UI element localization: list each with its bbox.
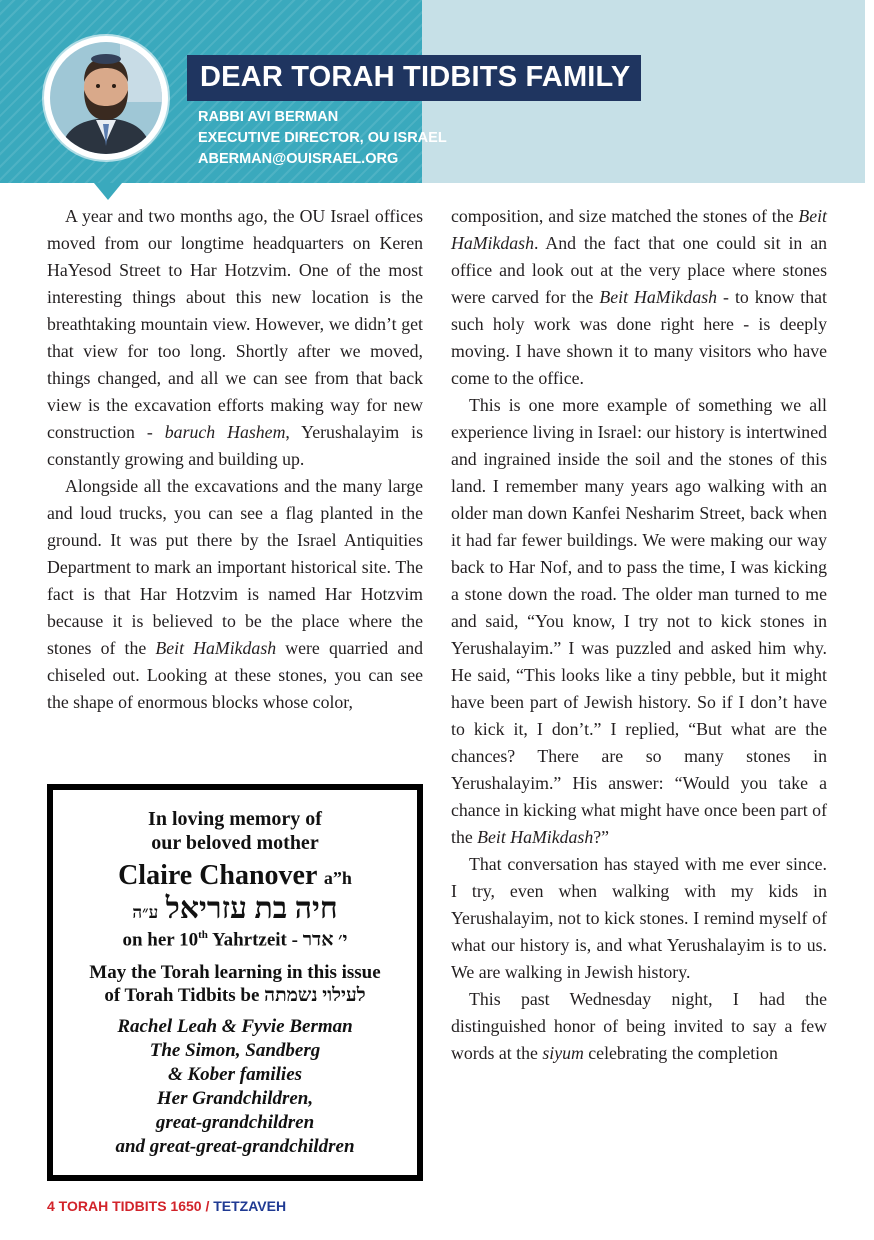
italic-run: Beit HaMikdash bbox=[451, 206, 827, 253]
memorial-yahrtzeit bbox=[53, 929, 417, 951]
author-name: RABBI AVI BERMAN bbox=[198, 109, 339, 125]
text-run: A year and two months ago, the OU Israel offices moved from our longtime headquarters on Keren HaYesod Street to Har Hotzvim. One of the most interesting things about this new location is the breathtaking mountain view. However, we didn’t get that view for too long. Shortly after we moved, things changed, and all we can see from that back view is the excavation efforts making way for new construction - bbox=[47, 206, 423, 442]
hebrew-name-text: חיה בת עזריאל bbox=[165, 892, 338, 925]
memorial-name bbox=[53, 860, 417, 892]
italic-run: siyum bbox=[542, 1043, 584, 1063]
text-run: ?” bbox=[593, 827, 610, 847]
memorial-hebrew-name bbox=[53, 892, 417, 926]
yahrtzeit-sup: th bbox=[198, 929, 208, 941]
text-run: celebrating the completion bbox=[583, 1043, 778, 1063]
page-footer bbox=[47, 1198, 286, 1214]
text-run: Alongside all the excavations and the many large and loud trucks, you can see a flag planted in the ground. It was put there by the Israel Antiquities Department to mark an important historical site. The fact is that Har Hotzvim is named Har Hotzvim because it is believed to be the place where the stones of the bbox=[47, 476, 423, 658]
learning-hebrew: לעילוי נשמתה bbox=[264, 985, 366, 1006]
memorial-dedicator: Rachel Leah & Fyvie Berman bbox=[117, 1016, 353, 1037]
article-paragraph bbox=[47, 203, 423, 473]
memorial-dedicator: & Kober families bbox=[167, 1064, 303, 1085]
text-run: . And the fact that one could sit in an office and look out at the very place where stones were carved for the bbox=[451, 233, 827, 307]
article-column-left bbox=[47, 203, 423, 716]
text-run: were quarried and chiseled out. Looking at these stones, you can see the shape of enormous blocks whose color, bbox=[47, 638, 423, 712]
memorial-learning: May the Torah learning in this issue bbox=[89, 962, 381, 983]
memorial-line: our beloved mother bbox=[151, 832, 319, 854]
text-run: , Yerushalayim is constantly growing and building up. bbox=[47, 422, 423, 469]
article-column-right bbox=[451, 203, 827, 1067]
column-title: DEAR TORAH TIDBITS FAMILY bbox=[200, 61, 631, 93]
memorial-dedicator: and great-great-grandchildren bbox=[115, 1136, 355, 1157]
learning-text: of Torah Tidbits be bbox=[104, 985, 260, 1006]
memorial-dedicator: The Simon, Sandberg bbox=[149, 1040, 321, 1061]
column-title-box bbox=[187, 55, 641, 101]
article-paragraph bbox=[451, 986, 827, 1067]
memorial-name-suffix: a”h bbox=[323, 868, 352, 888]
author-portrait-icon bbox=[50, 42, 162, 154]
header-pointer bbox=[94, 183, 122, 200]
memorial-dedication-box bbox=[47, 784, 423, 1181]
memorial-dedicator: great-grandchildren bbox=[155, 1112, 315, 1133]
memorial-dedicator: Her Grandchildren, bbox=[156, 1088, 314, 1109]
memorial-learning bbox=[53, 985, 417, 1007]
memorial-line: In loving memory of bbox=[148, 808, 322, 830]
hebrew-name-suffix: ע״ה bbox=[132, 903, 159, 922]
article-paragraph: That conversation has stayed with me ever since. I try, even when walking with my kids in Yerushalayim, not to kick stones. I remind myself of what our history is, and what Yerushalayim is to us. We are walking in Jewish history. bbox=[451, 854, 827, 982]
yahrtzeit-text: Yahrtzeit - bbox=[207, 929, 303, 951]
footer-page-label: 4 TORAH TIDBITS 1650 / bbox=[47, 1198, 210, 1214]
article-paragraph bbox=[451, 203, 827, 392]
author-position: EXECUTIVE DIRECTOR, OU ISRAEL bbox=[198, 130, 447, 146]
text-run: - to know that such holy work was done right here - is deeply moving. I have shown it to many visitors who have come to the office. bbox=[451, 287, 827, 388]
text-run: This is one more example of something we all experience living in Israel: our history is intertwined and ingrained inside the soil and the stones of this land. I remember many years ago walking with an older man down Kanfei Nesharim Street, back when it had far fewer buildings. We were making our way back to Har Nof, and to pass the time, I was kicking a stone down the road. The older man turned to me and said, “You know, I try not to kick stones in Yerushalayim.” I was puzzled and asked him why. He said, “This looks like a tiny pebble, but it might have been part of Jewish history. So if I don’t have to kick it, I don’t.” I replied, “But what are the chances? There are so many stones in Yerushalayim.” His answer: “Would you take a chance in kicking what might have once been part of the bbox=[451, 395, 827, 847]
footer-parsha: TETZAVEH bbox=[213, 1198, 287, 1214]
italic-run: Beit HaMikdash bbox=[477, 827, 594, 847]
yahrtzeit-hebrew: י׳ אדר bbox=[302, 929, 348, 951]
memorial-name-text: Claire Chanover bbox=[118, 860, 317, 891]
article-paragraph bbox=[451, 392, 827, 851]
italic-run: Beit HaMikdash bbox=[599, 287, 718, 307]
text-run: This past Wednesday night, I had the distinguished honor of being invited to say a few words at the bbox=[451, 989, 827, 1063]
italic-run: baruch Hashem bbox=[164, 422, 286, 442]
italic-run: Beit HaMikdash bbox=[155, 638, 277, 658]
article-paragraph bbox=[47, 473, 423, 716]
author-email: ABERMAN@OUISRAEL.ORG bbox=[198, 151, 399, 167]
author-photo bbox=[44, 36, 168, 160]
yahrtzeit-text: on her 10 bbox=[122, 929, 199, 951]
text-run: composition, and size matched the stones of the bbox=[451, 206, 799, 226]
